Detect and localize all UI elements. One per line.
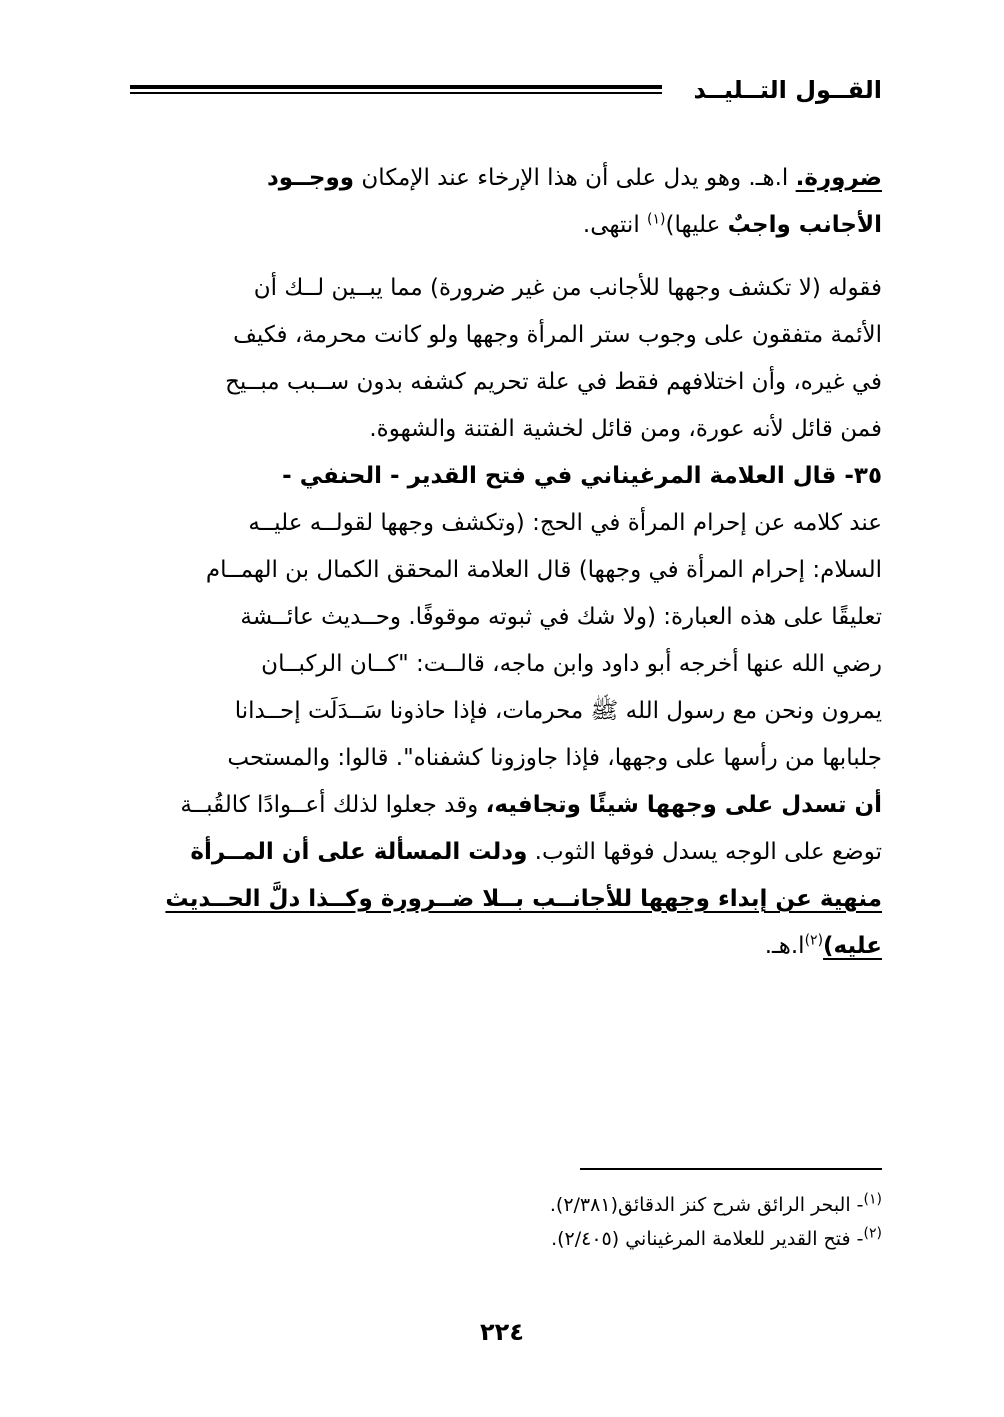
- text-run: أن تسدل على وجهها شيئًا وتجافيه،: [485, 792, 882, 818]
- text-run: ووجــود: [266, 165, 355, 191]
- footnote-text: - فتح القدير للعلامة المرغيناني (٢/٤٠٥).: [551, 1228, 864, 1250]
- body-line: [130, 876, 882, 923]
- body-line: [130, 155, 882, 202]
- salawat-glyph: ﷺ: [590, 698, 619, 724]
- body-line: [130, 735, 882, 782]
- text-run: ودلت المسألة على أن المــرأة: [190, 839, 528, 865]
- text-run: عليه): [823, 933, 882, 959]
- footnote-mark: (٢): [863, 1225, 882, 1242]
- body-line: [130, 202, 882, 249]
- page-header: [130, 72, 882, 112]
- footnote-mark: (١): [863, 1191, 882, 1208]
- body-line: [130, 594, 882, 641]
- body-line: [130, 782, 882, 829]
- footnote-ref: (١): [647, 211, 666, 228]
- footnote-divider: [580, 1168, 882, 1170]
- body-line: [130, 688, 882, 735]
- body-line: [130, 359, 882, 406]
- text-run: السلام: إحرام المرأة في وجهها) قال العلامة المحقق الكمال بن الهمــام: [205, 557, 882, 583]
- body-text: [130, 155, 882, 970]
- page-number: ٢٢٤: [480, 1318, 524, 1346]
- text-run: توضع على الوجه يسدل فوقها الثوب.: [527, 839, 882, 865]
- book-title: القــول التــليــد: [693, 76, 882, 104]
- text-run: فمن قائل لأنه عورة، ومن قائل لخشية الفتنة والشهوة.: [369, 416, 882, 442]
- text-run: ا.هـ.: [764, 933, 805, 959]
- section-heading: [130, 453, 882, 500]
- text-run: رضي الله عنها أخرجه أبو داود وابن ماجه، قالــت: "كــان الركبــان: [261, 651, 882, 677]
- body-line: [130, 500, 882, 547]
- text-run: ضرورة.: [795, 165, 882, 191]
- header-rule: [130, 85, 662, 94]
- text-run: انتهى.: [582, 212, 648, 238]
- text-run: فقوله (لا تكشف وجهها للأجانب من غير ضرورة) مما يبــين لــك أن: [253, 275, 882, 301]
- text-run: عند كلامه عن إحرام المرأة في الحج: (وتكشف وجهها لقولــه عليــه: [248, 510, 882, 536]
- body-line: [130, 265, 882, 312]
- text-run: محرمات، فإذا حاذونا سَــدَلَت إحــدانا: [234, 698, 591, 724]
- body-line: [130, 923, 882, 970]
- footnote: [282, 1188, 882, 1222]
- text-run: ٣٥- قال العلامة المرغيناني في فتح القدير - الحنفي -: [282, 463, 882, 489]
- footnote-text: - البحر الرائق شرح كنز الدقائق(٢/٣٨١).: [549, 1194, 864, 1216]
- text-run: تعليقًا على هذه العبارة: (ولا شك في ثبوته موقوفًا. وحــديث عائــشة: [240, 604, 882, 630]
- text-run: عليها): [665, 212, 728, 238]
- text-run: وقد جعلوا لذلك أعــوادًا كالقُبــة: [180, 792, 486, 818]
- text-run: الأئمة متفقون على وجوب ستر المرأة وجهها ولو كانت محرمة، فكيف: [233, 322, 882, 348]
- footnotes: [282, 1188, 882, 1256]
- body-line: [130, 547, 882, 594]
- footnote: [282, 1222, 882, 1256]
- text-run: الأجانب واجبٌ: [727, 212, 882, 238]
- text-run: منهية عن إبداء وجهها للأجانــب بــلا ضــرورة وكــذا دلَّ الحــديث: [165, 886, 882, 912]
- body-line: [130, 406, 882, 453]
- text-run: يمرون ونحن مع رسول الله: [618, 698, 882, 724]
- text-run: جلبابها من رأسها على وجهها، فإذا جاوزونا كشفناه". قالوا: والمستحب: [227, 745, 882, 771]
- body-line: [130, 641, 882, 688]
- footnote-ref: (٢): [804, 932, 824, 949]
- body-line: [130, 312, 882, 359]
- text-run: في غيره، وأن اختلافهم فقط في علة تحريم كشفه بدون ســبب مبــيح: [225, 369, 882, 395]
- text-run: ا.هـ. وهو يدل على أن هذا الإرخاء عند الإمكان: [354, 165, 796, 191]
- body-line: [130, 829, 882, 876]
